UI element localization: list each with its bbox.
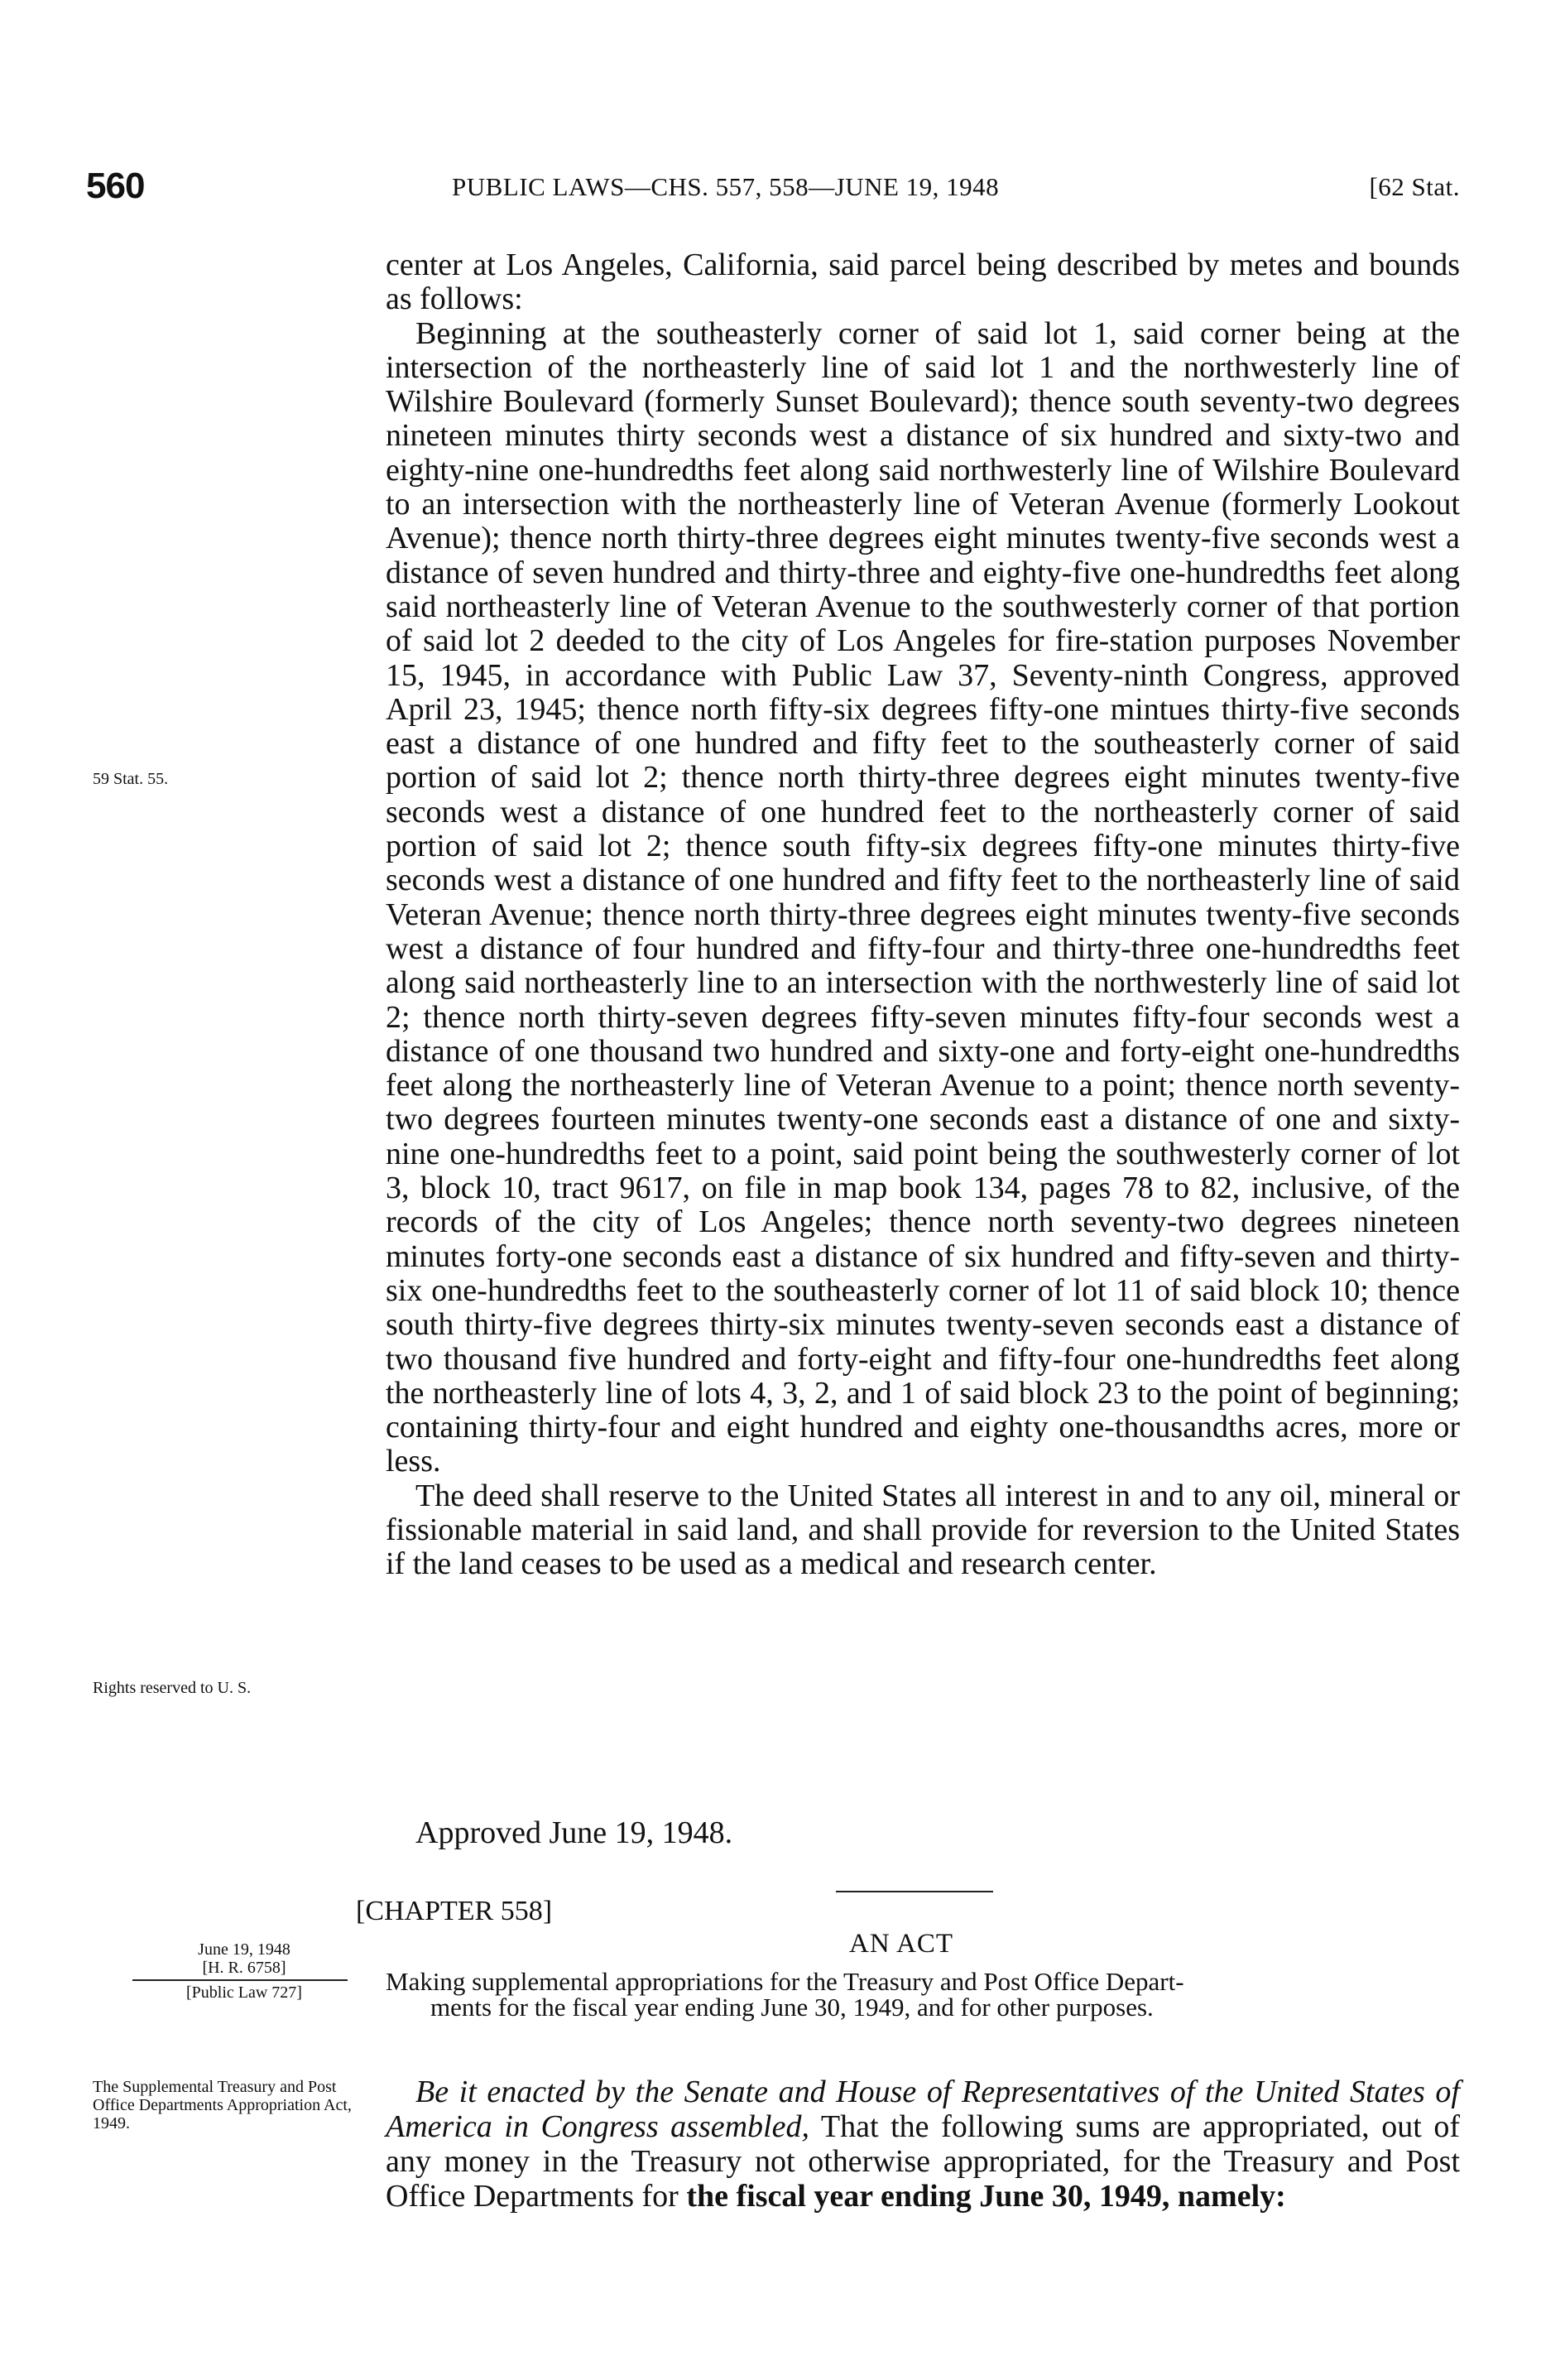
metes-and-bounds-paragraph: Beginning at the southeasterly corner of said lot 1, said corner being at the intersection of the northeasterly line of said lot 1 and the northwesterly line of Wilshire Boulevard (formerly Sunset Boulevard); thence south seventy-two degrees nineteen minutes thirty seconds west a distance of six hundred and sixty-two and eighty-nine one-hundredths feet along said northwesterly line of Wilshire Boulevard to an intersection with the northeasterly line of Veteran Avenue (formerly Lookout Avenue); thence north thirty-three degrees eight minutes twenty-five seconds west a distance of seven hundred and thirty-three and eighty-five one-hundredths feet along said northeasterly line of Veteran Avenue to the southwesterly corner of that portion of said lot 2 deeded to the city of Los Angeles for fire-station purposes November 15, 1945, in accordance with Public Law 37, Seventy-ninth Congress, approved April 23, 1945; thence north fifty-six degrees fifty-one mintues thirty-five seconds east a distance of one hundred and fifty feet to the southeasterly corner of said portion of said lot 2; thence north thirty-three degrees eight minutes twenty-five seconds west a distance of one hundred feet to the northeasterly corner of said portion of said lot 2; thence south fifty-six degrees fifty-one minutes thirty-five seconds west a distance of one hundred and fifty feet to the northeasterly line of said Veteran Avenue; thence north thirty-three degrees eight minutes twenty-five seconds west a distance of four hundred and fifty-four and thirty-three one-hundredths feet along said northeasterly line to an intersection with the northwesterly line of said lot 2; thence north thirty-seven degrees fifty-seven minutes fifty-four seconds west a distance of one thousand two hundred and sixty-one and forty-eight one-hundredths feet along the northeasterly line of Veteran Avenue to a point; thence north seventy-two degrees fourteen minutes twenty-one seconds east a distance of one and sixty-nine one-hundredths feet to a point, said point being the southwesterly corner of lot 3, block 10, tract 9617, on file in map book 134, pages 78 to 82, inclusive, of the records of the city of Los Angeles; thence north seventy-two degrees nineteen minutes forty-one seconds east a distance of six hundred and fifty-seven and thirty-six one-hundredths feet to the southeasterly corner of lot 11 of said block 10; thence south thirty-five degrees thirty-six minutes twenty-seven seconds east a distance of two thousand five hundred and forty-eight and fifty-four one-hundredths feet along the northeasterly line of lots 4, 3, 2, and 1 of said block 23 to the point of beginning; containing thirty-four and eight hundred and eighty one-thousandths acres, more or less. [386, 315, 1460, 1479]
margin-note-divider [132, 1979, 348, 1981]
margin-note-bill: [H. R. 6758] [202, 1959, 286, 1977]
chapter-label: [CHAPTER 558] [356, 1896, 553, 1926]
enacting-clause [386, 2075, 1460, 2214]
enacting-text: That the following sums are appropriated, out of any money in the Treasury not otherwise appropriated, for the Treasury and Post Office Departments for [386, 2109, 1460, 2214]
page-header [86, 166, 1460, 215]
reservation-paragraph: The deed shall reserve to the United States all interest in and to any oil, mineral or fissionable material in said land, and shall provide for reversion to the United States if the land ceases to be used as a medical and research center. [386, 1478, 1460, 1582]
section-divider [836, 1891, 993, 1892]
enacting-formula: Be it enacted by the Senate and House of Representatives of the United States of America in Congress assembled, [386, 2075, 1460, 2144]
margin-note-date: June 19, 1948 [198, 1940, 290, 1959]
margin-note-stat-ref: 59 Stat. 55. [93, 770, 169, 788]
act-title [386, 1969, 1460, 2020]
margin-note-short-title: The Supplemental Treasury and Post Office Departments Appropriation Act, 1949. [93, 2078, 352, 2132]
margin-note-public-law: [Public Law 727] [186, 1983, 302, 2002]
enacting-closing: the fiscal year ending June 30, 1949, namely: [686, 2179, 1286, 2214]
act-title-line-1: Making supplemental appropriations for the Treasury and Post Office Depart- [386, 1967, 1184, 1996]
act-title-line-2: ments for the fiscal year ending June 30, 1949, and for other purposes. [430, 1993, 1154, 2022]
intro-paragraph: center at Los Angeles, California, said parcel being described by metes and bounds as follows: [386, 248, 1460, 317]
an-act-heading: AN ACT [849, 1929, 954, 1959]
volume-reference: [62 Stat. [1369, 172, 1460, 201]
page-number: 560 [86, 166, 145, 206]
margin-note-rights-reserved: Rights reserved to U. S. [93, 1679, 252, 1697]
approval-line: Approved June 19, 1948. [415, 1815, 733, 1850]
body-text [386, 248, 1460, 1582]
running-head: PUBLIC LAWS—CHS. 557, 558—JUNE 19, 1948 [452, 172, 1000, 201]
